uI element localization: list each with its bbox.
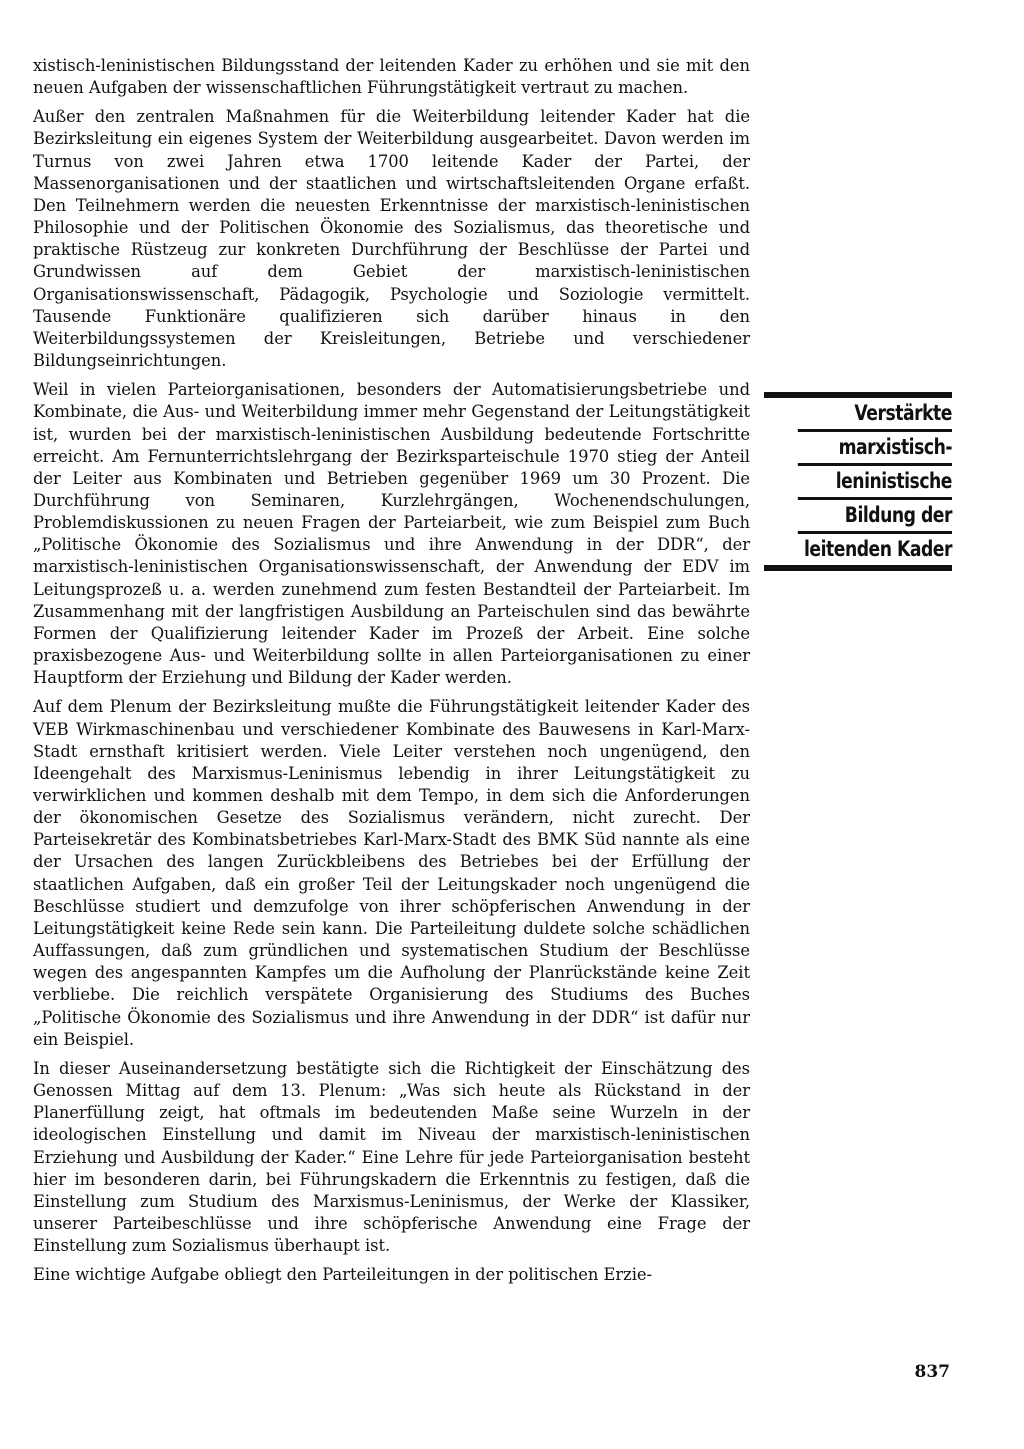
paragraph-1: xistisch-leninistischen Bildungsstand der leitenden Kader zu erhöhen und sie mit den neuen Aufgaben der wissenschaftlichen Führungstätigkeit vertraut zu machen. — [33, 56, 750, 98]
paragraph-6: Eine wichtige Aufgabe obliegt den Parteileitungen in der politischen Erzie- — [33, 1265, 653, 1285]
margin-heading-line-5: leitenden Kader — [798, 531, 952, 565]
margin-heading — [764, 392, 952, 571]
paragraph-2: Außer den zentralen Maßnahmen für die Weiterbildung leitender Kader hat die Bezirksleitung ein eigenes System der Weiterbildung ausgearbeitet. Davon werden im Turnus von zwei Jahren etwa 1700 leitende Kader der Partei, der Massenorganisationen und der staatlichen und wirtschaftsleitenden Organe erfaßt. Den Teilnehmern werden die neuesten Erkenntnisse der marxistisch-leninistischen Philosophie und der Politischen Ökonomie des Sozialismus, das theoretische und praktische Rüstzeug zur konkreten Durchführung der Beschlüsse der Partei und Grundwissen auf dem Gebiet der marxistisch-leninistischen Organisationswissenschaft, Pädagogik, Psychologie und Soziologie vermittelt. Tausende Funktionäre qualifizieren sich darüber hinaus in den Weiterbildungssystemen der Kreisleitungen, Betriebe und verschiedener Bildungseinrichtungen. — [33, 107, 750, 371]
margin-heading-bottom-rule — [764, 565, 952, 571]
paragraph-3: Weil in vielen Parteiorganisationen, besonders der Automatisierungsbetriebe und Kombinate, die Aus- und Weiterbildung immer mehr Gegenstand der Leitungstätigkeit ist, wurden bei der marxistisch-leninistischen Ausbildung bedeutende Fortschritte erreicht. Am Fernunterrichtslehrgang der Bezirksparteischule 1970 stieg der Anteil der Leiter aus Kombinaten und Betrieben gegenüber 1969 um 30 Prozent. Die Durchführung von Seminaren, Kurzlehrgängen, Wochenendschulungen, Problemdiskussionen zu neuen Fragen der Parteiarbeit, wie zum Beispiel zum Buch „Politische Ökonomie des Sozialismus und ihre Anwendung in der DDR“, der marxistisch-leninistischen Organisationswissenschaft, der Anwendung der EDV im Leitungsprozeß u. a. werden zunehmend zum festen Bestandteil der Parteiarbeit. Im Zusammenhang mit der langfristigen Ausbildung an Parteischulen sind das bewährte Formen der Qualifizierung leitender Kader im Prozeß der Arbeit. Eine solche praxisbezogene Aus- und Weiterbildung sollte in allen Parteiorganisationen zu einer Hauptform der Erziehung und Bildung der Kader werden. — [33, 380, 750, 688]
margin-heading-line-3: leninistische — [798, 463, 952, 497]
margin-heading-line-4: Bildung der — [798, 497, 952, 531]
body-text-column — [33, 55, 750, 1286]
paragraph-4: Auf dem Plenum der Bezirksleitung mußte die Führungstätigkeit leitender Kader des VEB Wirkmaschinenbau und verschiedener Kombinate des Bauwesens in Karl-Marx-Stadt ernsthaft kritisiert werden. Viele Leiter verstehen noch ungenügend, den Ideengehalt des Marxismus-Leninismus lebendig in ihrer Leitungstätigkeit zu verwirklichen und kommen deshalb mit dem Tempo, in dem sich die Anforderungen der ökonomischen Gesetze des Sozialismus verändern, nicht zurecht. Der Parteisekretär des Kombinatsbetriebes Karl-Marx-Stadt des BMK Süd nannte als eine der Ursachen des langen Zurückbleibens des Betriebes bei der Erfüllung der staatlichen Aufgaben, daß ein großer Teil der Leitungskader noch ungenügend die Beschlüsse studiert und demzufolge von ihrer schöpferischen Anwendung in der Leitungstätigkeit keine Rede sein kann. Die Parteileitung duldete solche schädlichen Auffassungen, daß zum gründlichen und systematischen Studium der Beschlüsse wegen des angespannten Kampfes um die Aufholung der Planrückstände keine Zeit verbliebe. Die reichlich verspätete Organisierung des Studiums des Buches „Politische Ökonomie des Sozialismus und ihre Anwendung in der DDR“ ist dafür nur ein Beispiel. — [33, 697, 750, 1049]
paragraph-5: In dieser Auseinandersetzung bestätigte sich die Richtigkeit der Einschätzung des Genossen Mittag auf dem 13. Plenum: „Was sich heute als Rückstand in der Planerfüllung zeigt, hat oftmals im bedeutenden Maße seine Wurzeln in der ideologischen Einstellung und damit im Niveau der marxistisch-leninistischen Erziehung und Ausbildung der Kader.“ Eine Lehre für jede Parteiorganisation besteht hier im besonderen darin, bei Führungskadern die Erkenntnis zu festigen, daß die Einstellung zum Studium des Marxismus-Leninismus, der Werke der Klassiker, unserer Parteibeschlüsse und ihre schöpferische Anwendung eine Frage der Einstellung zum Sozialismus überhaupt ist. — [33, 1058, 750, 1256]
margin-heading-line-2: marxistisch- — [798, 429, 952, 463]
margin-heading-line-1: Verstärkte — [854, 401, 952, 425]
page-number: 837 — [914, 1362, 950, 1382]
